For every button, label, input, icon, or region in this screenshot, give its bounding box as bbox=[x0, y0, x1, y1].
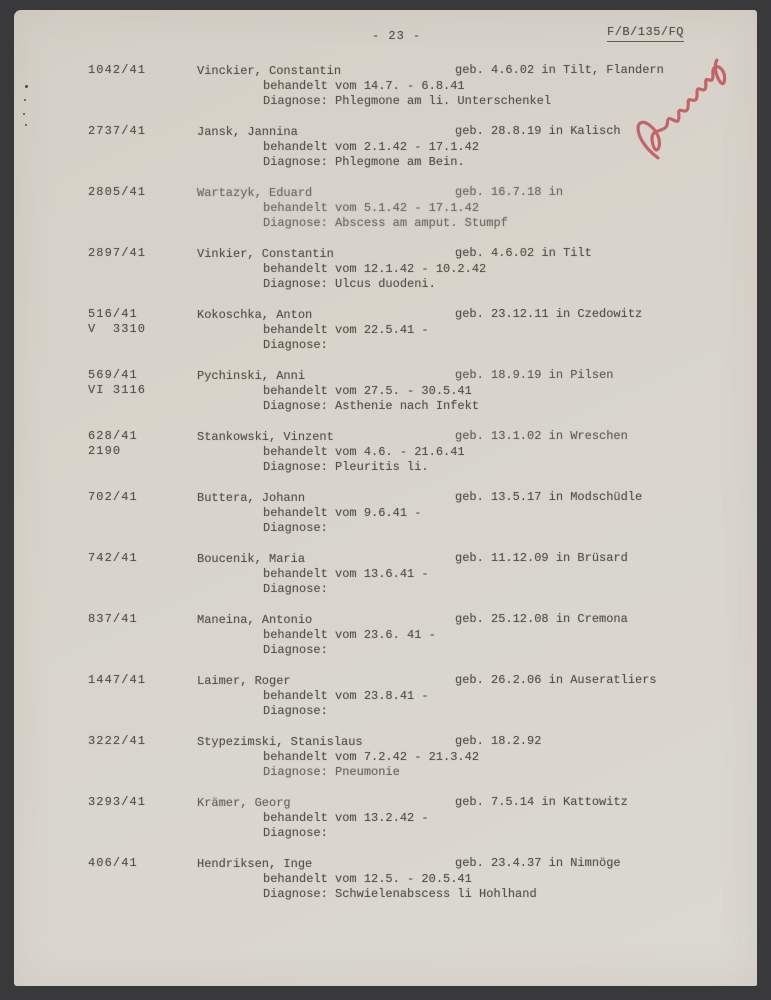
diagnosis-line: Diagnose: Pleuritis li. bbox=[263, 460, 429, 474]
patient-record bbox=[14, 307, 757, 355]
birth-info: geb. 23.12.11 in Czedowitz bbox=[455, 307, 643, 321]
treatment-period: behandelt vom 27.5. - 30.5.41 bbox=[263, 384, 472, 398]
birth-info: geb. 26.2.06 in Auseratliers bbox=[455, 673, 657, 687]
patient-record bbox=[14, 795, 757, 843]
case-number: 628/41 bbox=[88, 429, 138, 443]
case-number: 742/41 bbox=[88, 551, 138, 565]
diagnosis-line: Diagnose: Schwielenabscess li Hohlhand bbox=[263, 887, 537, 901]
patient-record bbox=[14, 124, 757, 172]
diagnosis-line: Diagnose: bbox=[263, 582, 328, 596]
patient-name: Stankowski, Vinzent bbox=[197, 430, 334, 444]
birth-info: geb. 16.7.18 in bbox=[455, 185, 564, 199]
patient-record bbox=[14, 185, 757, 233]
diagnosis-line: Diagnose: bbox=[263, 704, 328, 718]
birth-info: geb. 18.9.19 in Pilsen bbox=[455, 368, 614, 382]
birth-info: geb. 7.5.14 in Kattowitz bbox=[455, 795, 628, 809]
patient-record bbox=[14, 856, 757, 904]
patient-name: Maneina, Antonio bbox=[197, 613, 313, 627]
birth-info: geb. 11.12.09 in Brüsard bbox=[455, 551, 628, 565]
patient-name: Pychinski, Anni bbox=[197, 369, 306, 383]
patient-name: Vinkier, Constantin bbox=[197, 247, 334, 261]
patient-name: Hendriksen, Inge bbox=[197, 857, 313, 871]
case-number: 1447/41 bbox=[88, 673, 147, 687]
birth-info: geb. 4.6.02 in Tilt, Flandern bbox=[455, 63, 664, 77]
document-page bbox=[14, 10, 757, 986]
patient-record bbox=[14, 246, 757, 294]
case-number: 3222/41 bbox=[88, 734, 147, 748]
patient-record bbox=[14, 490, 757, 538]
birth-info: geb. 18.2.92 bbox=[455, 734, 542, 748]
patient-name: Laimer, Roger bbox=[197, 674, 291, 688]
case-number: 2897/41 bbox=[88, 246, 147, 260]
birth-info: geb. 4.6.02 in Tilt bbox=[455, 246, 592, 260]
diagnosis-line: Diagnose: bbox=[263, 826, 328, 840]
birth-info: geb. 25.12.08 in Cremona bbox=[455, 612, 628, 626]
patient-name: Kokoschka, Anton bbox=[197, 308, 313, 322]
treatment-period: behandelt vom 23.8.41 - bbox=[263, 689, 429, 703]
case-number: 2805/41 bbox=[88, 185, 147, 199]
patient-name: Boucenik, Maria bbox=[197, 552, 306, 566]
diagnosis-line: Diagnose: Abscess am amput. Stumpf bbox=[263, 216, 508, 230]
diagnosis-line: Diagnose: bbox=[263, 643, 328, 657]
diagnosis-line: Diagnose: Asthenie nach Infekt bbox=[263, 399, 480, 413]
patient-record bbox=[14, 673, 757, 721]
treatment-period: behandelt vom 13.6.41 - bbox=[263, 567, 429, 581]
diagnosis-line: Diagnose: Phlegmone am Bein. bbox=[263, 155, 465, 169]
case-number: 2737/41 bbox=[88, 124, 147, 138]
case-number: 406/41 bbox=[88, 856, 138, 870]
treatment-period: behandelt vom 4.6. - 21.6.41 bbox=[263, 445, 465, 459]
patient-record bbox=[14, 429, 757, 477]
patient-record bbox=[14, 612, 757, 660]
reference-code: F/B/135/FQ bbox=[607, 25, 684, 42]
treatment-period: behandelt vom 9.6.41 - bbox=[263, 506, 422, 520]
patient-name: Stypezimski, Stanislaus bbox=[197, 735, 363, 749]
treatment-period: behandelt vom 22.5.41 - bbox=[263, 323, 429, 337]
patient-name: Krämer, Georg bbox=[197, 796, 291, 810]
diagnosis-line: Diagnose: Ulcus duodeni. bbox=[263, 277, 436, 291]
treatment-period: behandelt vom 5.1.42 - 17.1.42 bbox=[263, 201, 480, 215]
treatment-period: behandelt vom 23.6. 41 - bbox=[263, 628, 436, 642]
page-number: - 23 - bbox=[372, 29, 422, 43]
case-number: 702/41 bbox=[88, 490, 138, 504]
treatment-period: behandelt vom 7.2.42 - 21.3.42 bbox=[263, 750, 480, 764]
birth-info: geb. 23.4.37 in Nimnöge bbox=[455, 856, 621, 870]
case-number-secondary: V 3310 bbox=[88, 322, 147, 336]
patient-name: Buttera, Johann bbox=[197, 491, 306, 505]
diagnosis-line: Diagnose: Pneumonie bbox=[263, 765, 400, 779]
treatment-period: behandelt vom 14.7. - 6.8.41 bbox=[263, 79, 465, 93]
birth-info: geb. 13.5.17 in Modschüdle bbox=[455, 490, 643, 504]
patient-name: Jansk, Jannina bbox=[197, 125, 298, 139]
diagnosis-line: Diagnose: bbox=[263, 338, 328, 352]
case-number: 837/41 bbox=[88, 612, 138, 626]
patient-record bbox=[14, 368, 757, 416]
birth-info: geb. 13.1.02 in Wreschen bbox=[455, 429, 628, 443]
treatment-period: behandelt vom 13.2.42 - bbox=[263, 811, 429, 825]
diagnosis-line: Diagnose: bbox=[263, 521, 328, 535]
case-number: 569/41 bbox=[88, 368, 138, 382]
case-number: 516/41 bbox=[88, 307, 138, 321]
patient-record bbox=[14, 734, 757, 782]
case-number-secondary: 2190 bbox=[88, 444, 122, 458]
case-number: 1042/41 bbox=[88, 63, 147, 77]
treatment-period: behandelt vom 12.5. - 20.5.41 bbox=[263, 872, 472, 886]
case-number-secondary: VI 3116 bbox=[88, 383, 147, 397]
treatment-period: behandelt vom 12.1.42 - 10.2.42 bbox=[263, 262, 487, 276]
case-number: 3293/41 bbox=[88, 795, 147, 809]
patient-record bbox=[14, 63, 757, 111]
patient-name: Wartazyk, Eduard bbox=[197, 186, 313, 200]
patient-record bbox=[14, 551, 757, 599]
birth-info: geb. 28.8.19 in Kalisch bbox=[455, 124, 621, 138]
patient-name: Vinckier, Constantin bbox=[197, 64, 342, 78]
treatment-period: behandelt vom 2.1.42 - 17.1.42 bbox=[263, 140, 480, 154]
diagnosis-line: Diagnose: Phlegmone am li. Unterschenkel bbox=[263, 94, 552, 108]
